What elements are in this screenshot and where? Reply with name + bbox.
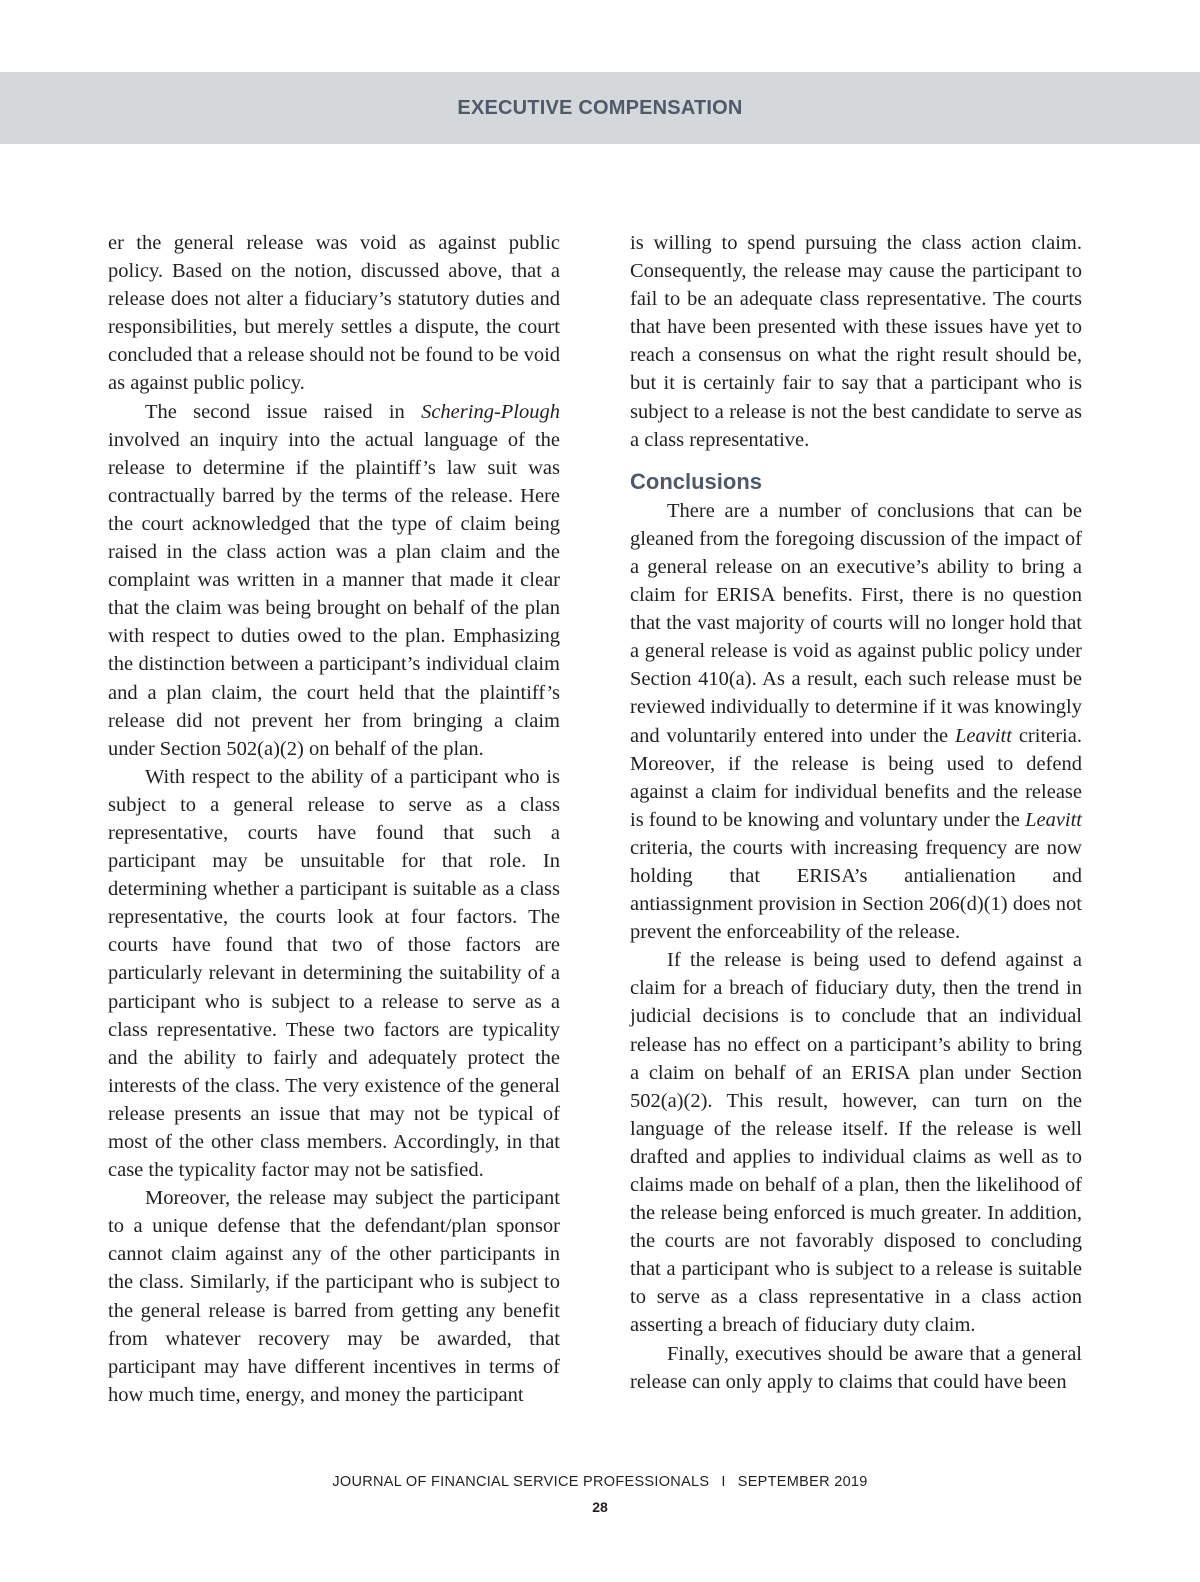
case-name: Leavitt — [1025, 808, 1082, 831]
case-name: Schering-Plough — [421, 400, 560, 423]
paragraph: is willing to spend pursuing the class action claim. Consequently, the release may cause the participant to fail to be an adequate class representative. The courts that have been presented with these issues have yet to reach a consensus on what the right result should be, but it is certainly fair to say that a participant who is subject to a release is not the best candidate to serve as a class representative. — [630, 232, 1082, 451]
paragraph: Finally, executives should be aware that a general release can only apply to claims that could have been — [630, 1342, 1082, 1393]
journal-name: JOURNAL OF FINANCIAL SERVICE PROFESSIONALS — [332, 1474, 710, 1490]
paragraph-text: involved an inquiry into the actual language of the release to determine if the plaintiff’s law suit was contractually barred by the terms of the release. Here the court acknowledged that the type of claim being raised in the class action was a plan claim and the complaint was written in a manner that made it clear that the claim was being brought on behalf of the plan with respect to duties owed to the plan. Emphasizing the distinction between a participant’s individual claim and a plan claim, the court held that the plaintiff’s release did not prevent her from bringing a claim under Section 502(a)(2) on behalf of the plan. — [108, 428, 560, 760]
paragraph — [630, 497, 1082, 947]
left-column — [108, 229, 560, 1409]
paragraph-text: The second issue raised in — [145, 400, 422, 423]
paragraph — [108, 398, 560, 763]
footer-separator: I — [721, 1474, 726, 1490]
footer-journal-line — [0, 1474, 1200, 1490]
paragraph-text: There are a number of conclusions that can be gleaned from the foregoing discussion of the impact of a general release on an executive’s ability to bring a claim for ERISA benefits. First, there is no question that the vast majority of courts will no longer hold that a general release is void as against public policy under Section 410(a). As a result, each such release must be reviewed individually to determine if it was knowingly and voluntarily entered into under the — [630, 499, 1082, 747]
section-title: EXECUTIVE COMPENSATION — [457, 97, 743, 119]
page-number: 28 — [592, 1499, 608, 1515]
paragraph: If the release is being used to defend against a claim for a breach of fiduciary duty, then the trend in judicial decisions is to conclude that an individual release has no effect on a participant’s ability to bring a claim on behalf of an ERISA plan under Section 502(a)(2). This result, however, can turn on the language of the release itself. If the release is well drafted and applies to individual claims as well as to claims made on behalf of a plan, then the likelihood of the release being enforced is much greater. In addition, the courts are not favorably disposed to concluding that a participant who is subject to a release is suitable to serve as a class representative in a class action asserting a breach of fiduciary duty claim. — [630, 949, 1082, 1337]
right-column — [630, 229, 1082, 1396]
paragraph-text: criteria. Moreover, if the release is being used to defend against a claim for individual benefits and the release is found to be knowing and voluntary under the — [630, 724, 1082, 831]
section-heading: Conclusions — [630, 468, 763, 494]
paragraph: Moreover, the release may subject the participant to a unique defense that the defendant/plan sponsor cannot claim against any of the other participants in the class. Similarly, if the participant who is subject to the general release is barred from getting any benefit from whatever recovery may be awarded, that participant may have different incentives in terms of how much time, energy, and money the participant — [108, 1187, 560, 1406]
issue-date: SEPTEMBER 2019 — [737, 1474, 868, 1490]
paragraph-text: criteria, the courts with increasing frequency are now holding that ERISA’s antialienation and antiassignment provision in Section 206(d)(1) does not prevent the enforceability of the release. — [630, 836, 1082, 944]
case-name: Leavitt — [954, 724, 1012, 747]
paragraph: er the general release was void as against public policy. Based on the notion, discussed above, that a release does not alter a fiduciary’s statutory duties and responsibilities, but merely settles a dispute, the court concluded that a release should not be found to be void as against public policy. — [108, 232, 561, 395]
paragraph: With respect to the ability of a participant who is subject to a general release to serve as a class representative, courts have found that such a participant may be unsuitable for that role. In determining whether a participant is suitable as a class representative, the courts look at four factors. The courts have found that two of those factors are particularly relevant in determining the suitability of a participant who is subject to a release to serve as a class representative. These two factors are typicality and the ability to fairly and adequately protect the interests of the class. The very existence of the general release presents an issue that may not be typical of most of the other class members. Accordingly, in that case the typicality factor may not be satisfied. — [108, 765, 560, 1182]
